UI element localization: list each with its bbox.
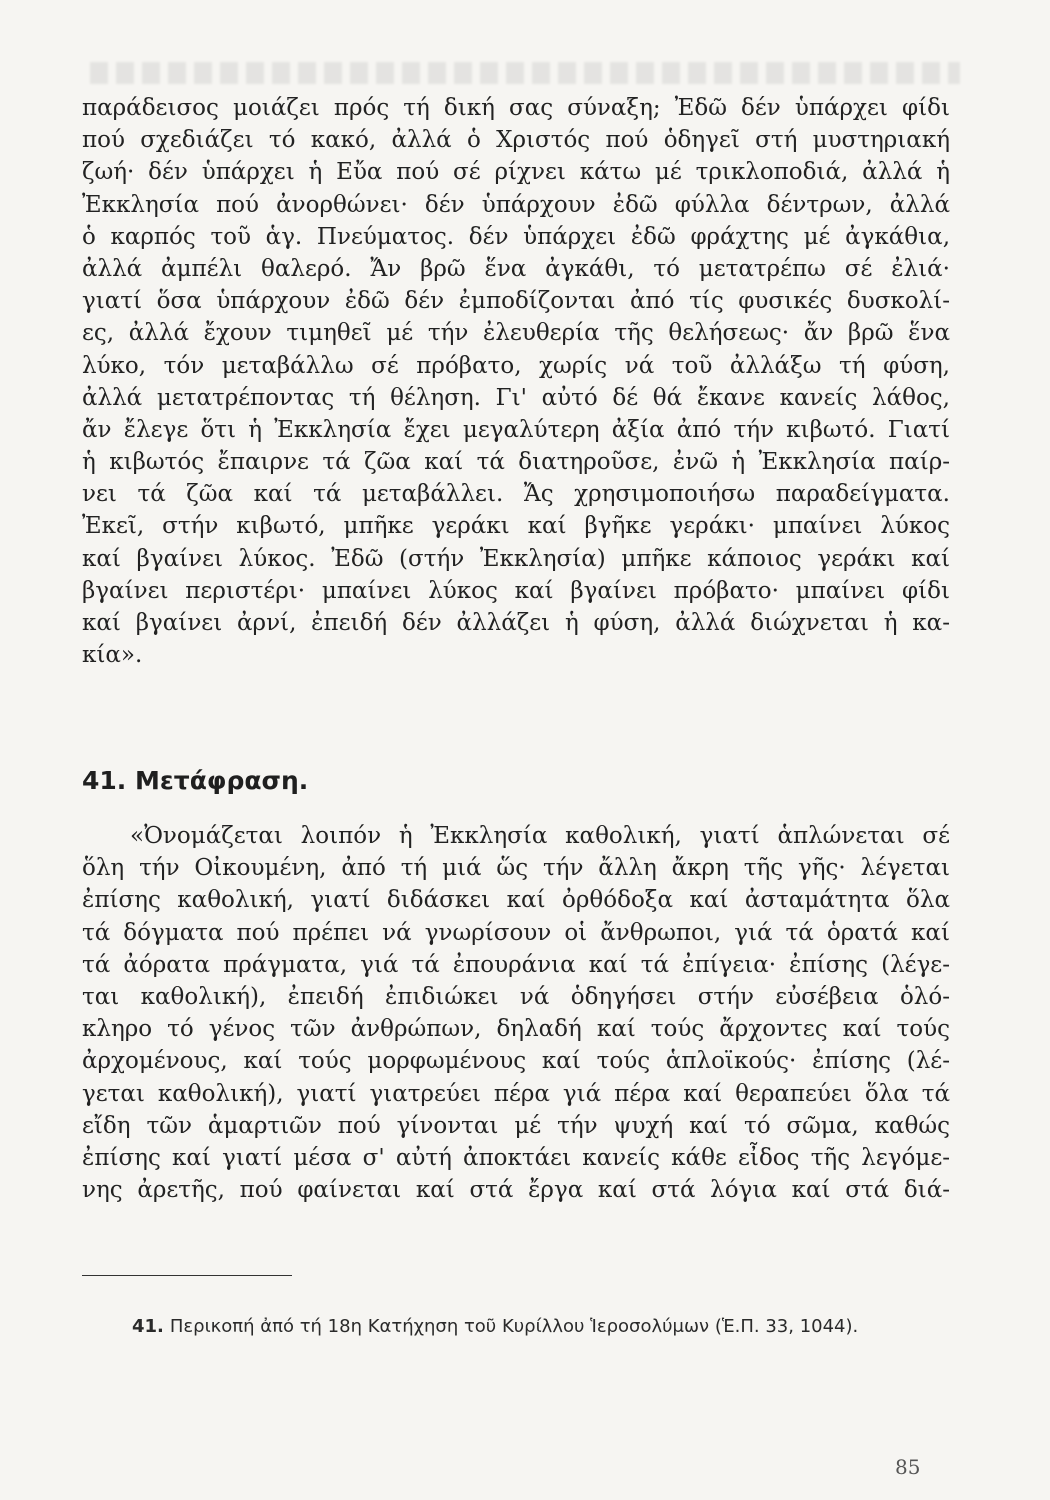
text-line: ἀλλά ἀμπέλι θαλερό. Ἄν βρῶ ἕνα ἀγκάθι, τό μετατρέπω σέ ἐλιά· <box>82 255 950 282</box>
paragraph-1 <box>82 92 950 671</box>
text-line: ἐπίσης καθολική, γιατί διδάσκει καί ὀρθόδοξα καί ἀσταμάτητα ὅλα <box>82 887 950 914</box>
text-line: νει τά ζῶα καί τά μεταβάλλει. Ἄς χρησιμοποιήσω παραδείγματα. <box>82 481 950 508</box>
text-line: «Ὀνομάζεται λοιπόν ἡ Ἐκκλησία καθολική, γιατί ἁπλώνεται σέ <box>130 823 950 849</box>
text-line: εἴδη τῶν ἁμαρτιῶν πού γίνονται μέ τήν ψυχή καί τό σῶμα, καθώς <box>82 1112 950 1139</box>
text-line: ἀρχομένους, καί τούς μορφωμένους καί τούς ἁπλοϊκούς· ἐπίσης (λέ- <box>82 1048 950 1075</box>
text-line: παράδεισος μοιάζει πρός τή δική σας σύναξη; Ἐδῶ δέν ὑπάρχει φίδι <box>82 95 950 121</box>
text-line: ζωή· δέν ὑπάρχει ἡ Εὔα πού σέ ρίχνει κάτω μέ τρικλοποδιά, ἀλλά ἡ <box>82 159 950 186</box>
text-line: ὁ καρπός τοῦ ἁγ. Πνεύματος. δέν ὑπάρχει ἐδῶ φράχτης μέ ἀγκάθια, <box>82 223 950 250</box>
text-line: τά δόγματα πού πρέπει νά γνωρίσουν οἱ ἄνθρωποι, γιά τά ὁρατά καί <box>82 919 950 946</box>
text-line: ὅλη τήν Οἰκουμένη, ἀπό τή μιά ὥς τήν ἄλλη ἄκρη τῆς γῆς· λέγεται <box>82 855 950 882</box>
text-line: τά ἀόρατα πράγματα, γιά τά ἐπουράνια καί τά ἐπίγεια· ἐπίσης (λέγε- <box>82 951 950 978</box>
footnote-number: 41. <box>132 1316 164 1337</box>
text-line: ες, ἀλλά ἔχουν τιμηθεῖ μέ τήν ἐλευθερία τῆς θελήσεως· ἄν βρῶ ἕνα <box>82 320 950 347</box>
text-line: καί βγαίνει λύκος. Ἐδῶ (στήν Ἐκκλησία) μπῆκε κάποιος γεράκι καί <box>82 545 950 572</box>
paragraph-2 <box>82 820 950 1206</box>
text-line: γιατί ὅσα ὑπάρχουν ἐδῶ δέν ἐμποδίζονται ἀπό τίς φυσικές δυσκολί- <box>82 288 950 315</box>
text-line: νης ἀρετῆς, πού φαίνεται καί στά ἔργα καί στά λόγια καί στά διά- <box>82 1177 950 1204</box>
text-line: Ἐκκλησία πού ἀνορθώνει· δέν ὑπάρχουν ἐδῶ φύλλα δέντρων, ἀλλά <box>82 191 950 218</box>
text-line: καί βγαίνει ἀρνί, ἐπειδή δέν ἀλλάζει ἡ φύση, ἀλλά διώχνεται ἡ κα- <box>82 610 950 636</box>
footnote <box>82 1313 922 1340</box>
text-line: ται καθολική), ἐπειδή ἐπιδιώκει νά ὁδηγήσει στήν εὐσέβεια ὁλό- <box>82 983 950 1010</box>
section-heading: 41. Μετάφραση. <box>82 766 309 795</box>
text-line: Ἐκεῖ, στήν κιβωτό, μπῆκε γεράκι καί βγῆκε γεράκι· μπαίνει λύκος <box>82 513 950 540</box>
text-line: γεται καθολική), γιατί γιατρεύει πέρα γιά πέρα καί θεραπεύει ὅλα τά <box>82 1080 950 1107</box>
footnote-divider <box>82 1275 292 1276</box>
text-line: ἐπίσης καί γιατί μέσα σ' αὐτή ἀποκτάει κανείς κάθε εἶδος τῆς λεγόμε- <box>82 1144 950 1171</box>
text-line: πού σχεδιάζει τό κακό, ἀλλά ὁ Χριστός πού ὁδηγεῖ στή μυστηριακή <box>82 127 950 154</box>
text-line: κληρο τό γένος τῶν ἀνθρώπων, δηλαδή καί τούς ἄρχοντες καί τούς <box>82 1016 950 1043</box>
text-line: ἡ κιβωτός ἔπαιρνε τά ζῶα καί τά διατηροῦσε, ἐνῶ ἡ Ἐκκλησία παίρ- <box>82 449 950 476</box>
page-number: 85 <box>895 1455 921 1479</box>
text-line: κία». <box>82 642 143 669</box>
text-line: ἄν ἔλεγε ὅτι ἡ Ἐκκλησία ἔχει μεγαλύτερη ἀξία ἀπό τήν κιβωτό. Γιατί <box>82 416 950 443</box>
text-line: ἀλλά μετατρέποντας τή θέληση. Γι' αὐτό δέ θά ἔκανε κανείς λάθος, <box>82 384 950 411</box>
bleed-through-text <box>90 62 960 84</box>
text-line: βγαίνει περιστέρι· μπαίνει λύκος καί βγαίνει πρόβατο· μπαίνει φίδι <box>82 577 950 604</box>
text-line: λύκο, τόν μεταβάλλω σέ πρόβατο, χωρίς νά τοῦ ἀλλάξω τή φύση, <box>82 352 950 379</box>
footnote-text: Περικοπή ἀπό τή 18η Κατήχηση τοῦ Κυρίλλου Ἱεροσολύμων (Ἑ.Π. 33, 1044). <box>169 1316 859 1337</box>
